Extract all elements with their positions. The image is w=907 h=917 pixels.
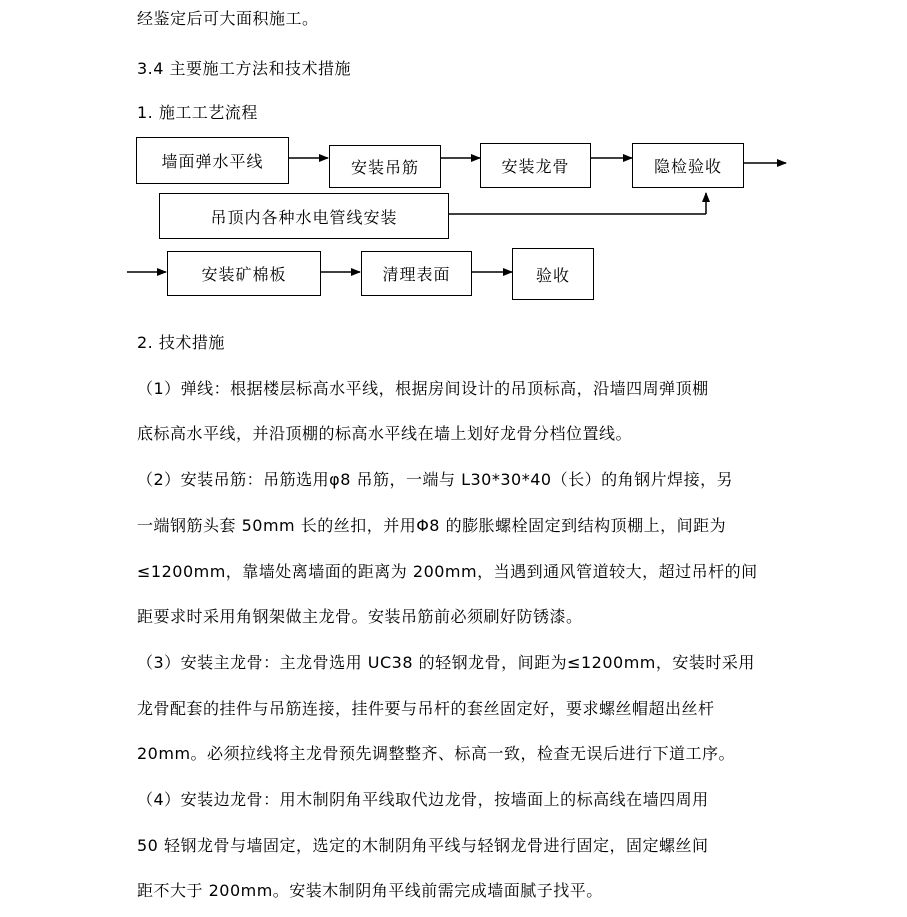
paragraph-line: （3）安装主龙骨：主龙骨选用 UC38 的轻钢龙骨，间距为≤1200mm，安装时采用 [137, 653, 755, 672]
section-heading: 3.4 主要施工方法和技术措施 [137, 59, 352, 78]
subsection-heading: 1. 施工工艺流程 [137, 103, 258, 122]
paragraph-line: （1）弹线：根据楼层标高水平线，根据房间设计的吊顶标高，沿墙四周弹顶棚 [137, 379, 709, 398]
flow-step-install-hangers: 安装吊筋 [329, 145, 441, 188]
subsection-heading: 2. 技术措施 [137, 333, 225, 352]
flow-step-pipelines: 吊顶内各种水电管线安装 [159, 193, 449, 239]
paragraph-line: 距要求时采用角钢架做主龙骨。安装吊筋前必须刷好防锈漆。 [137, 607, 583, 626]
flow-step-hidden-inspection: 隐检验收 [632, 143, 744, 188]
flow-step-wall-line: 墙面弹水平线 [136, 137, 289, 184]
paragraph-line: （4）安装边龙骨：用木制阴角平线取代边龙骨，按墙面上的标高线在墙四周用 [137, 790, 709, 809]
paragraph-line: （2）安装吊筋：吊筋选用φ8 吊筋，一端与 L30*30*40（长）的角钢片焊接，另 [137, 470, 734, 489]
paragraph-line: 20mm。必须拉线将主龙骨预先调整整齐、标高一致，检查无误后进行下道工序。 [137, 744, 736, 763]
paragraph-line: 龙骨配套的挂件与吊筋连接，挂件要与吊杆的套丝固定好，要求螺丝帽超出丝杆 [137, 699, 715, 718]
flow-step-install-keel: 安装龙骨 [480, 143, 591, 188]
paragraph-line: 50 轻钢龙骨与墙固定，选定的木制阴角平线与轻钢龙骨进行固定，固定螺丝间 [137, 836, 709, 855]
paragraph-line: 底标高水平线，并沿顶棚的标高水平线在墙上划好龙骨分档位置线。 [137, 424, 633, 443]
paragraph-line: 距不大于 200mm。安装木制阴角平线前需完成墙面腻子找平。 [137, 881, 603, 900]
flow-step-mineral-board: 安装矿棉板 [167, 251, 321, 296]
flow-step-acceptance: 验收 [512, 248, 594, 300]
flow-step-clean-surface: 清理表面 [361, 251, 472, 296]
paragraph-line: ≤1200mm，靠墙处离墙面的距离为 200mm，当遇到通风管道较大，超过吊杆的间 [137, 562, 758, 581]
paragraph-line: 一端钢筋头套 50mm 长的丝扣，并用Φ8 的膨胀螺栓固定到结构顶棚上，间距为 [137, 516, 727, 535]
text-line: 经鉴定后可大面积施工。 [137, 9, 319, 28]
